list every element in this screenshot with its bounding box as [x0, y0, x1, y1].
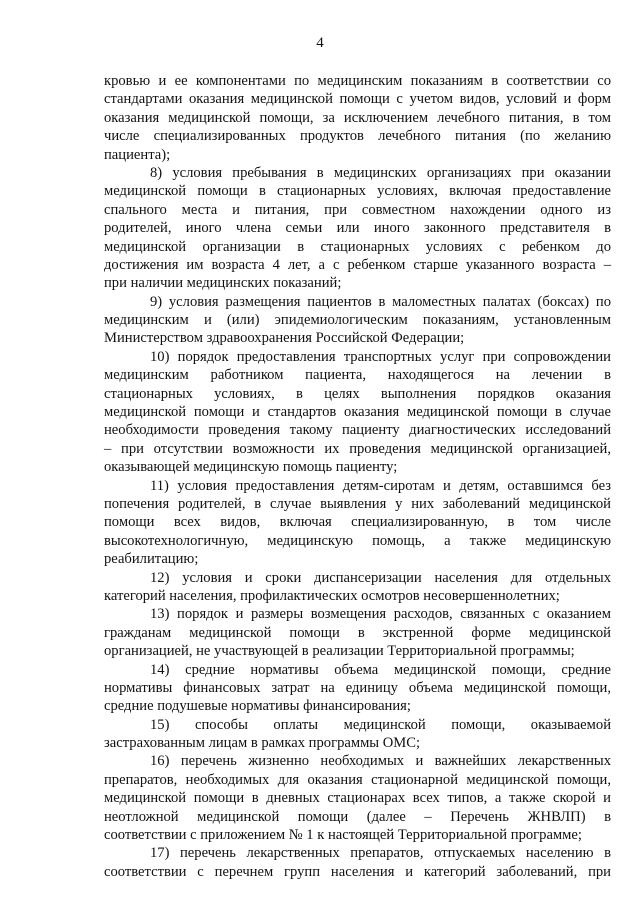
text-line: застрахованным лицам в рамках программы ОМС; — [104, 735, 421, 752]
text-line: медицинской помощи и стандартов оказания медицинской помощи в случае — [104, 404, 611, 421]
text-line: 11) условия предоставления детям-сиротам и детям, оставшимся без — [150, 477, 611, 494]
text-line: – при отсутствии возможности их проведения медицинской организацией, — [104, 440, 611, 457]
text-line: медицинским работником пациента, находящегося на лечении в — [104, 367, 611, 384]
text-line: препаратов, необходимых для оказания стационарной медицинской помощи, — [104, 771, 611, 788]
text-line: 13) порядок и размеры возмещения расходов, связанных с оказанием — [150, 606, 611, 623]
text-line: числе специализированных продуктов лечебного питания (по желанию — [104, 128, 611, 145]
text-line: 8) условия пребывания в медицинских организациях при оказании — [150, 164, 611, 181]
text-line: стандартами оказания медицинской помощи с учетом видов, условий и форм — [104, 91, 611, 108]
text-line: соответствии с перечнем групп населения и категорий заболеваний, при — [104, 863, 611, 880]
text-line: помощи всех видов, включая специализированную, в том числе — [104, 514, 611, 531]
body-text — [104, 72, 611, 881]
list-item-15 — [104, 716, 611, 753]
text-line: соответствии с приложением № 1 к настоящей Территориальной программе; — [104, 827, 582, 844]
text-line: реабилитацию; — [104, 551, 199, 568]
text-line: спального места и питания, при совместном нахождении одного из — [104, 201, 611, 218]
text-line: категорий населения, профилактических осмотров несовершеннолетних; — [104, 587, 560, 604]
text-line: достижения им возраста 4 лет, а с ребенком старше указанного возраста – — [104, 256, 611, 273]
text-line: 12) условия и сроки диспансеризации населения для отдельных — [150, 569, 611, 586]
text-line: нормативы финансовых затрат на единицу объема медицинской помощи, — [104, 679, 611, 696]
text-line: неотложной медицинской помощи (далее – Перечень ЖНВЛП) в — [104, 808, 611, 825]
text-line: кровью и ее компонентами по медицинским показаниям в соответствии со — [104, 73, 611, 89]
paragraph-continuation — [104, 72, 611, 164]
text-line: необходимости проведения такому пациенту диагностических исследований — [104, 422, 611, 439]
list-item-14 — [104, 661, 611, 716]
page-number: 4 — [316, 35, 324, 51]
text-line: организацией, не участвующей в реализации Территориальной программы; — [104, 643, 575, 660]
text-line: оказывающей медицинскую помощь пациенту; — [104, 459, 398, 476]
text-line: 16) перечень жизненно необходимых и важнейших лекарственных — [150, 753, 611, 770]
list-item-8 — [104, 164, 611, 293]
text-line: 17) перечень лекарственных препаратов, отпускаемых населению в — [150, 845, 611, 862]
text-line: медицинской помощи в стационарных условиях, включая предоставление — [104, 183, 611, 200]
text-line: 14) средние нормативы объема медицинской помощи, средние — [150, 661, 611, 678]
text-line: Министерством здравоохранения Российской Федерации; — [104, 330, 465, 347]
list-item-16 — [104, 752, 611, 844]
text-line: пациента); — [104, 146, 171, 163]
text-line: попечения родителей, в случае выявления у них заболеваний медицинской — [104, 495, 611, 512]
text-line: гражданам медицинской помощи в экстренной форме медицинской — [104, 624, 611, 641]
list-item-9 — [104, 293, 611, 348]
list-item-10 — [104, 348, 611, 477]
list-item-12 — [104, 569, 611, 606]
list-item-17 — [104, 844, 611, 881]
text-line: стационарных условиях, в целях выполнения порядков оказания — [104, 385, 611, 402]
text-line: 10) порядок предоставления транспортных услуг при сопровождении — [150, 348, 611, 365]
text-line: 9) условия размещения пациентов в маломестных палатах (боксах) по — [150, 293, 611, 310]
text-line: 15) способы оплаты медицинской помощи, оказываемой — [150, 716, 611, 733]
text-line: оказания медицинской помощи, за исключением лечебного питания, в том — [104, 109, 611, 126]
text-line: родителей, иного члена семьи или иного законного представителя в — [104, 220, 611, 237]
text-line: высокотехнологичную, медицинскую помощь, а также медицинскую — [104, 532, 611, 549]
list-item-13 — [104, 605, 611, 660]
text-line: средние подушевые нормативы финансирования; — [104, 698, 411, 715]
list-item-11 — [104, 477, 611, 569]
text-line: при наличии медицинских показаний; — [104, 275, 342, 292]
text-line: медицинской организации в стационарных условиях с ребенком до — [104, 238, 611, 255]
text-line: медицинской помощи в дневных стационарах всех типов, а также скорой и — [104, 790, 611, 807]
text-line: медицинским и (или) эпидемиологическим показаниям, установленным — [104, 312, 611, 329]
